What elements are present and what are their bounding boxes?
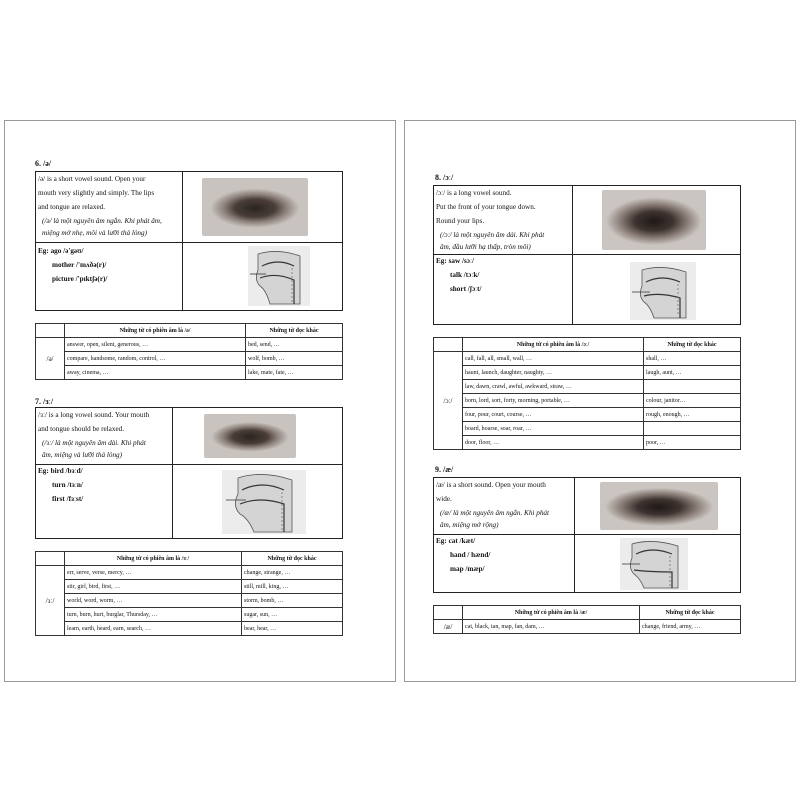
phoneme-card-7 xyxy=(35,407,343,539)
table-cell: learn, earth, heard, earn, search, … xyxy=(65,622,242,636)
lips-photo xyxy=(602,190,706,250)
example-line: Eg: ago /ə'gəʊ/ xyxy=(38,247,84,255)
description-6 xyxy=(38,172,180,240)
table-header: Những từ đọc khác xyxy=(242,552,343,566)
phoneme-cell: /ə/ xyxy=(36,338,65,380)
note-line: (/ɜː/ là một nguyên âm dài. Khi phát xyxy=(42,439,146,447)
phoneme-cell: /ɔː/ xyxy=(434,352,463,450)
table-cell: door, floor, … xyxy=(463,436,644,450)
description-8 xyxy=(436,186,570,254)
section-heading-9: 9. /æ/ xyxy=(435,465,454,474)
table-row xyxy=(36,566,343,580)
lips-photo xyxy=(202,178,308,236)
tongue-position-diagram xyxy=(620,538,688,590)
table-cell: turn, burn, hurt, burglar, Thursday, … xyxy=(65,608,242,622)
phoneme-card-8 xyxy=(433,185,741,325)
table-cell: still, mill, king, … xyxy=(242,580,343,594)
table-header: Những từ đọc khác xyxy=(640,606,741,620)
table-row xyxy=(36,580,343,594)
table-header: Những từ có phiên âm là /æ/ xyxy=(463,606,640,620)
table-cell: wolf, bomb, … xyxy=(246,352,343,366)
table-cell xyxy=(644,422,741,436)
example-line: first /fɜːst/ xyxy=(52,495,84,503)
tongue-position-diagram xyxy=(248,246,310,306)
table-cell: err, serve, verse, mercy, … xyxy=(65,566,242,580)
table-row xyxy=(434,422,741,436)
example-line: Eg: cat /kæt/ xyxy=(436,537,476,545)
table-row xyxy=(36,352,343,366)
desc-line: and tongue are relaxed. xyxy=(38,203,106,211)
table-header: Những từ đọc khác xyxy=(644,338,741,352)
table-cell: shall, … xyxy=(644,352,741,366)
table-row xyxy=(36,338,343,352)
desc-line: and tongue should be relaxed. xyxy=(38,425,125,433)
examples-8 xyxy=(436,254,482,296)
table-cell: answer, open, silent, generous, … xyxy=(65,338,246,352)
table-header: Những từ có phiên âm là /ɜː/ xyxy=(65,552,242,566)
description-7 xyxy=(38,408,170,462)
table-row xyxy=(434,436,741,450)
table-header: Những từ có phiên âm là /ɔː/ xyxy=(463,338,644,352)
example-line: talk /tɔːk/ xyxy=(450,271,480,279)
note-line: (/æ/ là một nguyên âm ngắn. Khi phát xyxy=(440,509,550,517)
table-cell: change, strange, … xyxy=(242,566,343,580)
word-table-8 xyxy=(433,337,741,450)
section-heading-7: 7. /ɜː/ xyxy=(35,397,54,406)
desc-line: /æ/ is a short sound. Open your mouth xyxy=(436,481,546,489)
table-row xyxy=(434,380,741,394)
table-header: Những từ có phiên âm là /ə/ xyxy=(65,324,246,338)
table-row xyxy=(36,622,343,636)
note-line: miệng mở nhẹ, môi và lưỡi thả lỏng) xyxy=(42,229,148,237)
table-cell: change, friend, army, … xyxy=(640,620,741,634)
table-row xyxy=(434,352,741,366)
table-row xyxy=(36,594,343,608)
note-line: (/ɔː/ là một nguyên âm dài. Khi phát xyxy=(440,231,545,239)
table-row xyxy=(434,408,741,422)
table-cell: away, cinema, … xyxy=(65,366,246,380)
desc-line: wide. xyxy=(436,495,452,503)
word-table-6 xyxy=(35,323,343,380)
right-page xyxy=(404,120,796,682)
table-cell: storm, bomb, … xyxy=(242,594,343,608)
note-line: âm, miệng mở rộng) xyxy=(440,521,499,529)
table-cell: compare, handsome, random, control, … xyxy=(65,352,246,366)
table-cell: lake, mate, fate, … xyxy=(246,366,343,380)
table-row xyxy=(36,608,343,622)
table-cell: call, fall, all, small, wall, … xyxy=(463,352,644,366)
section-heading-8: 8. /ɔː/ xyxy=(435,173,454,182)
word-table-9 xyxy=(433,605,741,634)
example-line: map /mæp/ xyxy=(450,565,485,573)
desc-line: /ɔː/ is a long vowel sound. xyxy=(436,189,512,197)
phoneme-card-6 xyxy=(35,171,343,311)
table-cell: bed, send, … xyxy=(246,338,343,352)
table-cell: bear, hear, … xyxy=(242,622,343,636)
examples-6 xyxy=(38,244,107,286)
example-line: Eg: bird /bɜːd/ xyxy=(38,467,83,475)
desc-line: Put the front of your tongue down. xyxy=(436,203,536,211)
note-line: (/ə/ là một nguyên âm ngắn. Khi phát âm, xyxy=(42,217,162,225)
note-line: âm, đầu lưỡi hạ thấp, tròn môi) xyxy=(440,243,531,251)
example-line: short /ʃɔːt/ xyxy=(450,285,482,293)
phoneme-card-9 xyxy=(433,477,741,593)
lips-photo xyxy=(600,482,718,530)
table-cell: poor, … xyxy=(644,436,741,450)
desc-line: /ə/ is a short vowel sound. Open your xyxy=(38,175,146,183)
tongue-position-diagram xyxy=(630,262,696,320)
table-cell: board, hoarse, soar, roar, … xyxy=(463,422,644,436)
table-cell: laugh, aunt, … xyxy=(644,366,741,380)
table-cell: rough, enough, … xyxy=(644,408,741,422)
word-table-7 xyxy=(35,551,343,636)
examples-9 xyxy=(436,534,490,576)
table-row xyxy=(36,366,343,380)
phoneme-cell: /ɜː/ xyxy=(36,566,65,636)
table-cell: stir, girl, bird, first, … xyxy=(65,580,242,594)
table-header: Những từ đọc khác xyxy=(246,324,343,338)
table-cell: law, dawn, crawl, awful, awkward, straw, … xyxy=(463,380,644,394)
example-line: turn /tɜːn/ xyxy=(52,481,83,489)
example-line: hand / hænd/ xyxy=(450,551,491,559)
table-row xyxy=(434,366,741,380)
table-cell: sugar, sun, … xyxy=(242,608,343,622)
desc-line: Round your lips. xyxy=(436,217,485,225)
table-cell: world, word, worm, … xyxy=(65,594,242,608)
table-cell: four, pour, court, course, … xyxy=(463,408,644,422)
example-line: picture /'pɪktʃə(r)/ xyxy=(52,275,108,283)
note-line: âm, miệng và lưỡi thả lỏng) xyxy=(42,451,123,459)
phoneme-cell: /æ/ xyxy=(434,620,463,634)
section-heading-6: 6. /ə/ xyxy=(35,159,51,168)
example-line: mother /'mʌðə(r)/ xyxy=(52,261,107,269)
description-9 xyxy=(436,478,572,532)
table-cell: haunt, launch, daughter, naughty, … xyxy=(463,366,644,380)
table-cell xyxy=(644,380,741,394)
table-row xyxy=(434,394,741,408)
desc-line: mouth very slightly and simply. The lips xyxy=(38,189,155,197)
table-row xyxy=(434,620,741,634)
lips-photo xyxy=(204,414,296,458)
table-cell: cat, black, tan, map, fan, dam, … xyxy=(463,620,640,634)
table-cell: colour, janitor… xyxy=(644,394,741,408)
example-line: Eg: saw /sɔː/ xyxy=(436,257,474,265)
examples-7 xyxy=(38,464,83,506)
table-cell: born, lord, sort, forty, morning, portable, … xyxy=(463,394,644,408)
tongue-position-diagram xyxy=(222,470,306,534)
desc-line: /ɜː/ is a long vowel sound. Your mouth xyxy=(38,411,150,419)
left-page xyxy=(4,120,396,682)
